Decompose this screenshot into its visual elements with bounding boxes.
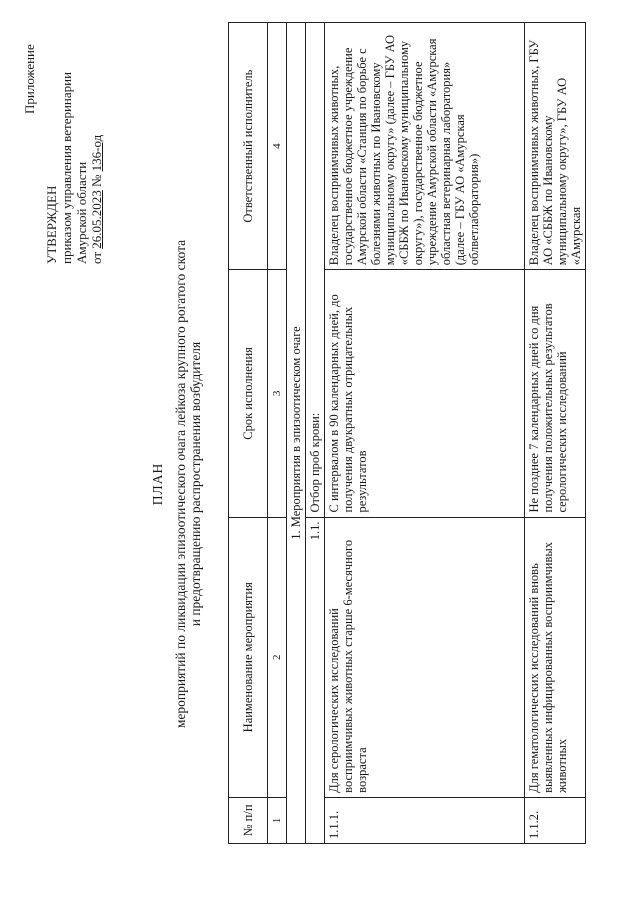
header-name: Наименование мероприятия: [229, 517, 268, 797]
row-number: 1.1.2.: [525, 797, 586, 843]
plan-table: [228, 22, 586, 844]
header-term: Срок исполнения: [229, 270, 268, 517]
header-number: № п/п: [229, 797, 268, 843]
table-header-row: [229, 23, 268, 844]
date-prefix: от: [89, 248, 104, 264]
title-line-1: мероприятий по ликвидации эпизоотического очага лейкоза крупного рогатого скота: [173, 239, 188, 729]
plan-heading: ПЛАН: [150, 462, 165, 506]
section-row: [287, 23, 306, 844]
section-title: 1. Мероприятия в эпизоотическом очаге: [287, 23, 306, 844]
row-term: Не позднее 7 календарных дней со дня получения положительных результатов серологических исследований: [525, 270, 586, 517]
column-number: 3: [268, 270, 287, 517]
approval-date: 26.05.2023: [89, 190, 104, 249]
title-line-2: и предотвращению распространения возбудителя: [188, 341, 203, 627]
approval-date-line: [89, 14, 104, 264]
header-executor: Ответственный исполнитель: [229, 23, 268, 270]
column-number: 2: [268, 517, 287, 797]
row-executor: Владелец восприимчивых животных, государственное бюджетное учреждение Амурской области «Станция по борьбе с болезнями животных по Ивановскому муниципальному округу» (далее – ГБУ АО «СББЖ по Ивановскому муниципальному округу»), государственное бюджетное учреждение Амурской области «Амурская областная ветеринарная лаборатория» (далее – ГБУ АО «Амурская облветлаборатория»): [325, 23, 525, 270]
approval-number: 136-од: [89, 134, 104, 172]
row-executor: Владелец восприимчивых животных, ГБУ АО «СББЖ по Ивановскому муниципальному округу», ГБУ АО «Амурская: [525, 23, 586, 270]
approval-line-1: приказом управления ветеринарии: [59, 71, 74, 264]
subsection-title: Отбор проб крови:: [306, 23, 325, 518]
approval-line-2: Амурской области: [74, 161, 89, 264]
appendix-label: Приложение: [22, 44, 37, 114]
subsection-number: 1.1.: [306, 517, 325, 843]
row-number: 1.1.1.: [325, 797, 525, 843]
table-row: [325, 23, 525, 844]
table-row: [525, 23, 586, 844]
row-term: С интервалом в 90 календарных дней, до получения двукратных отрицательных результатов: [325, 270, 525, 517]
approval-block: [22, 14, 104, 264]
approved-label: УТВЕРЖДЕН: [44, 185, 59, 264]
number-prefix: №: [89, 171, 104, 191]
column-number-row: [268, 23, 287, 844]
row-name: Для гематологических исследований вновь выявленных инфицированных восприимчивых животных: [525, 517, 586, 797]
column-number: 1: [268, 797, 287, 843]
column-number: 4: [268, 23, 287, 270]
subsection-row: [306, 23, 325, 844]
document-title: [150, 184, 203, 784]
row-name: Для серологических исследований восприимчивых животных старше 6-месячного возраста: [325, 517, 525, 797]
